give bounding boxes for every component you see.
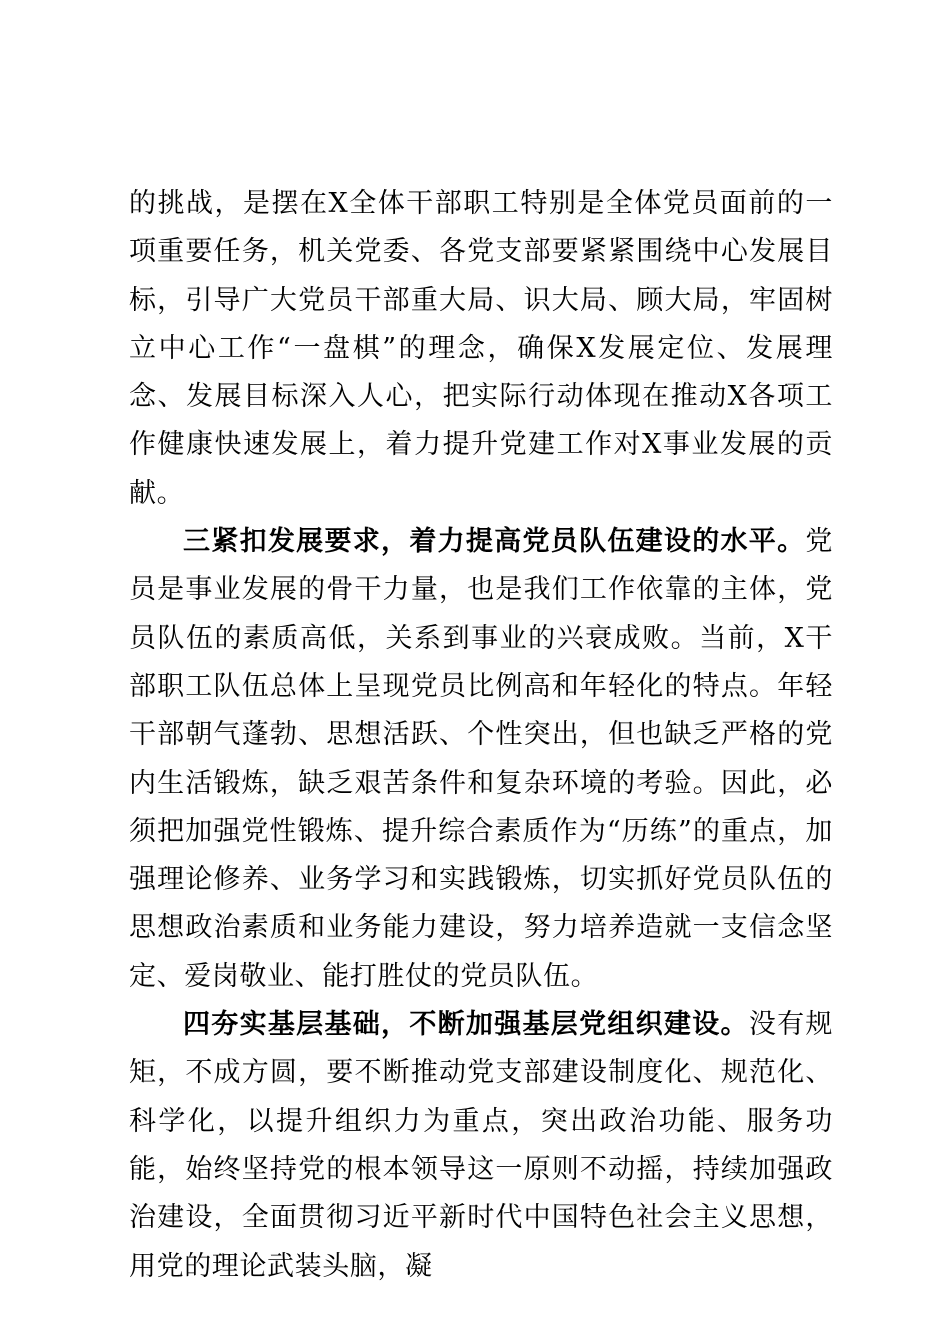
paragraph-section-four xyxy=(129,1001,833,1291)
paragraph-text: 的挑战，是摆在X全体干部职工特别是全体党员面前的一项重要任务，机关党委、各党支部要紧紧围绕中心发展目标，引导广大党员干部重大局、识大局、顾大局，牢固树立中心工作“一盘棋”的理念，确保X发展定位、发展理念、发展目标深入人心，把实际行动体现在推动X各项工作健康快速发展上，着力提升党建工作对X事业发展的贡献。 xyxy=(129,188,833,509)
paragraph-text: 没有规矩，不成方圆，要不断推动党支部建设制度化、规范化、科学化，以提升组织力为重点，突出政治功能、服务功能，始终坚持党的根本领导这一原则不动摇，持续加强政治建设，全面贯彻习近平新时代中国特色社会主义思想，用党的理论武装头脑，凝 xyxy=(129,1009,833,1282)
paragraph-section-three xyxy=(129,518,833,1001)
section-heading: 四夯实基层基础，不断加强基层党组织建设。 xyxy=(183,1009,749,1041)
paragraph-text: 党员是事业发展的骨干力量，也是我们工作依靠的主体，党员队伍的素质高低，关系到事业的兴衰成败。当前，X干部职工队伍总体上呈现党员比例高和年轻化的特点。年轻干部朝气蓬勃、思想活跃、个性突出，但也缺乏严格的党内生活锻炼，缺乏艰苦条件和复杂环境的考验。因此，必须把加强党性锻炼、提升综合素质作为“历练”的重点，加强理论修养、业务学习和实践锻炼，切实抓好党员队伍的思想政治素质和业务能力建设，努力培养造就一支信念坚定、爱岗敬业、能打胜仗的党员队伍。 xyxy=(129,526,833,992)
section-heading: 三紧扣发展要求，着力提高党员队伍建设的水平。 xyxy=(183,526,806,558)
paragraph-continuation xyxy=(129,180,833,518)
document-body xyxy=(129,180,833,1291)
